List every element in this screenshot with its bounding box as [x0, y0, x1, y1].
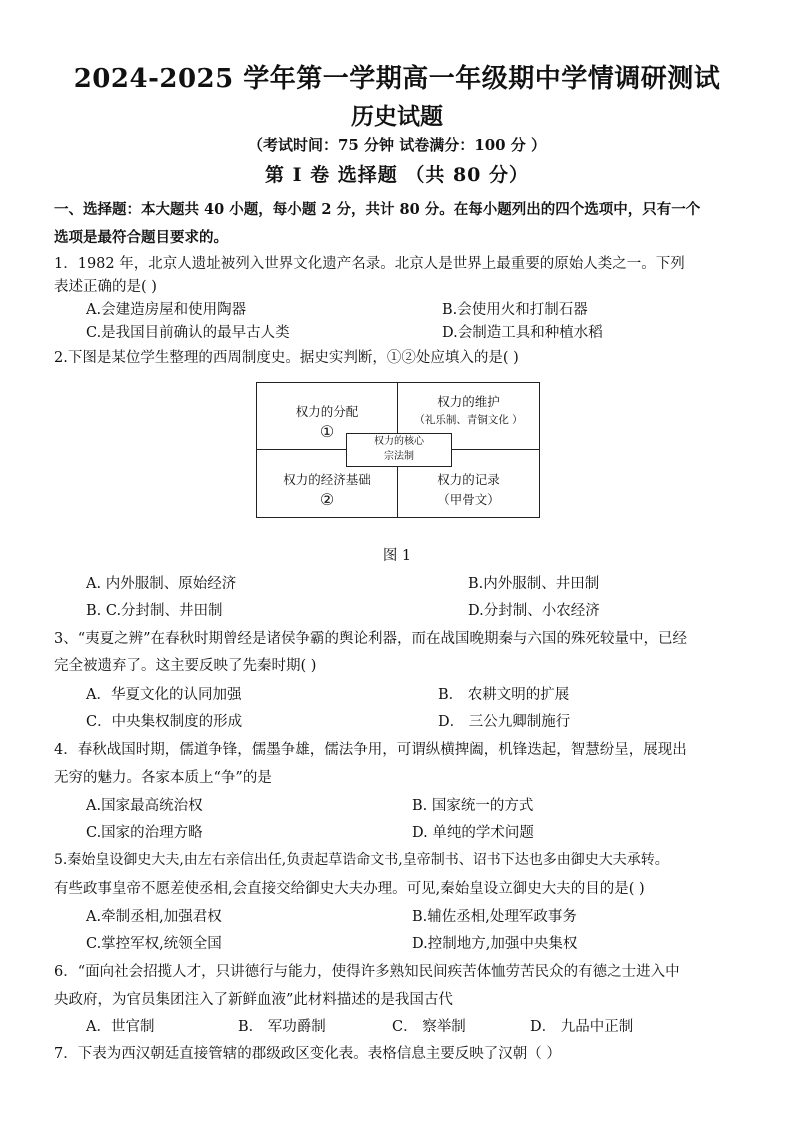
instructions-line-2: 选项是最符合题目要求的。 [54, 229, 228, 246]
question-2-option-d: D.分封制、小农经济 [468, 603, 600, 619]
question-6-option-d: D． 九品中正制 [530, 1019, 634, 1035]
question-7-line-1: 7．下表为西汉朝廷直接管辖的郡级政区变化表。表格信息主要反映了汉朝（ ） [54, 1046, 561, 1062]
question-4-option-b: B. 国家统一的方式 [412, 798, 534, 814]
question-1-line-1: 1．1982 年，北京人遗址被列入世界文化遗产名录。北京人是世界上最重要的原始人类之一。下列 [54, 256, 685, 272]
exam-title: 2024-2025 学年第一学期高一年级期中学情调研测试 [73, 64, 721, 94]
question-2-option-c: B. C.分封制、井田制 [86, 603, 223, 619]
diagram-bottom-left-label: 权力的经济基础 [283, 472, 371, 487]
question-5-option-d: D.控制地方,加强中央集权 [412, 936, 578, 952]
question-5-line-1: 5.秦始皇设御史大夫,由左右亲信出任,负责起草诰命文书,皇帝制书、诏书下达也多由御史大夫承转。 [54, 852, 669, 868]
question-6-line-1: 6．“面向社会招揽人才，只讲德行与能力，使得许多熟知民间疾苦体恤劳苦民众的有德之士进入中 [54, 964, 680, 980]
question-4-line-2: 无穷的魅力。各家本质上“争”的是 [54, 770, 272, 786]
question-1-option-b: B.会使用火和打制石器 [442, 302, 588, 318]
question-6-line-2: 央政府，为官员集团注入了新鲜血液”此材料描述的是我国古代 [54, 992, 453, 1008]
western-zhou-diagram [256, 382, 540, 518]
question-3-option-b: B． 农耕文明的扩展 [438, 687, 570, 703]
question-2-option-a: A. 内外服制、原始经济 [86, 576, 237, 592]
diagram-top-left-label: 权力的分配 [295, 404, 359, 419]
question-4-option-a: A.国家最高统治权 [86, 798, 203, 814]
question-6-option-b: B． 军功爵制 [238, 1019, 326, 1035]
question-1-option-d: D.会制造工具和种植水稻 [442, 325, 603, 341]
question-1-option-a: A.会建造房屋和使用陶器 [86, 302, 247, 318]
question-2-option-b: B.内外服制、井田制 [468, 576, 600, 592]
diagram-center-box [346, 433, 452, 467]
diagram-top-right-note: （礼乐制、青铜文化 ） [414, 414, 523, 426]
diagram-blank-2: ② [319, 490, 335, 509]
question-1-option-c: C.是我国目前确认的最早古人类 [86, 325, 290, 341]
question-1-line-2: 表述正确的是( ) [54, 279, 157, 295]
question-6-option-c: C． 察举制 [392, 1019, 466, 1035]
question-3-option-d: D． 三公九卿制施行 [438, 714, 571, 730]
diagram-center-label: 权力的核心 [374, 436, 424, 447]
question-3-line-1: 3、“夷夏之辨”在春秋时期曾经是诸侯争霸的舆论利器，而在战国晚期秦与六国的殊死较量中，已经 [54, 631, 688, 647]
diagram-top-right-label: 权力的维护 [437, 394, 500, 409]
question-5-option-b: B.辅佐丞相,处理军政事务 [412, 909, 577, 925]
diagram-bottom-right-note: （甲骨文） [437, 492, 500, 507]
question-4-option-c: C.国家的治理方略 [86, 825, 203, 841]
question-3-option-c: C．中央集权制度的形成 [86, 714, 243, 730]
diagram-bottom-right-label: 权力的记录 [437, 472, 500, 487]
question-4-option-d: D. 单纯的学术问题 [412, 825, 534, 841]
diagram-center-value: 宗法制 [384, 451, 414, 462]
question-6-option-a: A．世官制 [86, 1019, 155, 1035]
exam-info: （考试时间：75 分钟 试卷满分：100 分 ） [247, 136, 547, 154]
question-5-line-2: 有些政事皇帝不愿差使丞相,会直接交给御史大夫办理。可见,秦始皇设立御史大夫的目的是( ) [54, 881, 645, 897]
question-3-option-a: A．华夏文化的认同加强 [86, 687, 242, 703]
diagram-blank-1: ① [319, 422, 335, 441]
figure-caption: 图 1 [382, 548, 412, 564]
question-2-line-1: 2.下图是某位学生整理的西周制度史。据史实判断，①②处应填入的是( ) [54, 350, 519, 366]
question-3-line-2: 完全被遗弃了。这主要反映了先秦时期( ) [54, 658, 317, 674]
question-4-line-1: 4．春秋战国时期，儒道争锋，儒墨争雄，儒法争用，可谓纵横捭阖，机锋迭起，智慧纷呈，展现出 [54, 742, 687, 758]
question-5-option-c: C.掌控军权,统领全国 [86, 936, 222, 952]
subject-title: 历史试题 [351, 103, 443, 130]
question-5-option-a: A.牵制丞相,加强君权 [86, 909, 222, 925]
section-title: 第 Ⅰ 卷 选择题 （共 80 分） [264, 164, 530, 186]
instructions-line-1: 一、选择题：本大题共 40 小题，每小题 2 分，共计 80 分。在每小题列出的四个选项中，只有一个 [54, 201, 701, 218]
